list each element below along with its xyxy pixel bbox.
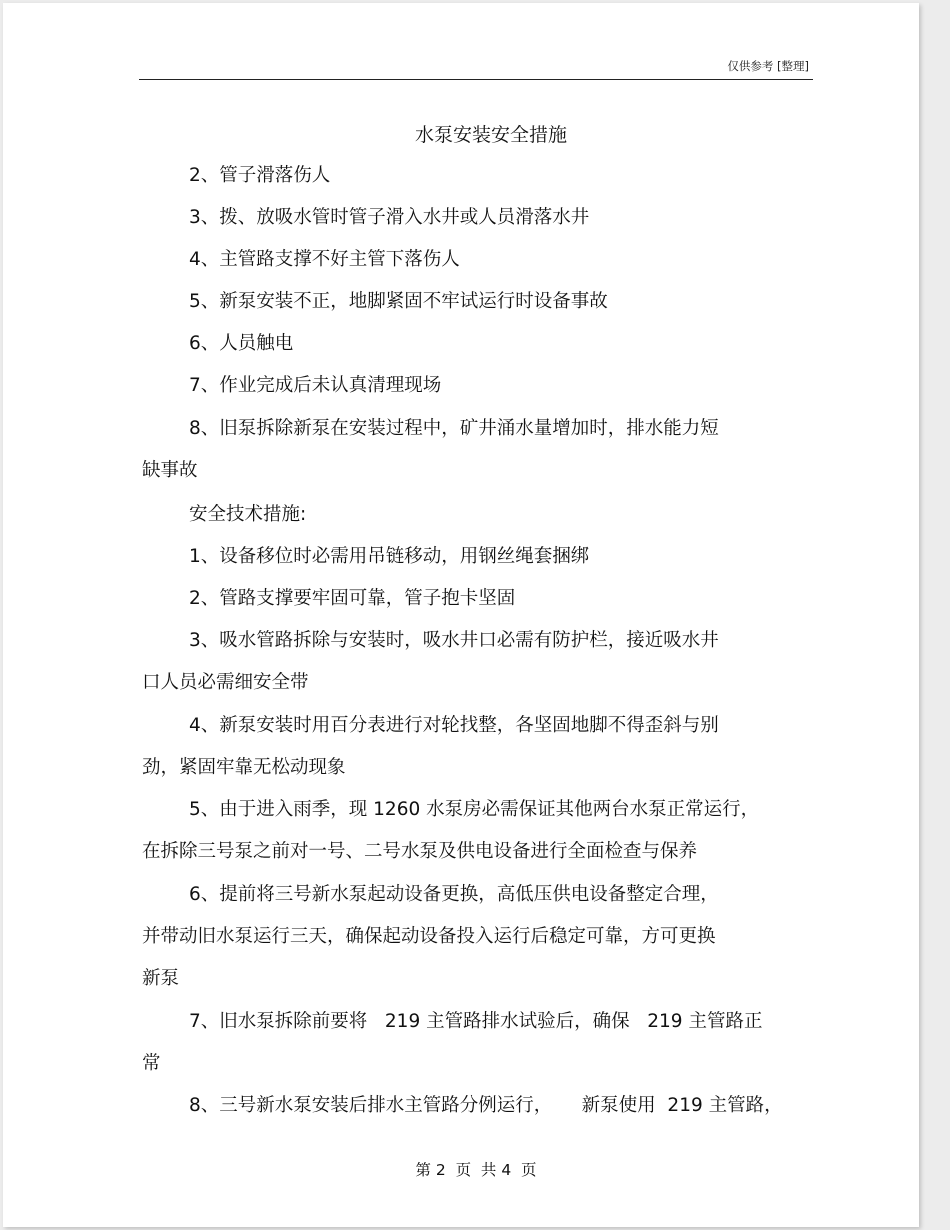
text-line: 3、拨、放吸水管时管子滑入水井或人员滑落水井 (189, 207, 590, 228)
text-line: 8、三号新水泵安装后排水主管路分例运行， 新泵使用 219 主管路， (189, 1095, 783, 1116)
text-line: 4、主管路支撑不好主管下落伤人 (189, 249, 460, 270)
text-line: 4、新泵安装时用百分表进行对轮找整，各坚固地脚不得歪斜与别 (189, 715, 719, 736)
text-line: 7、作业完成后未认真清理现场 (189, 375, 442, 396)
text-line: 缺事故 (142, 460, 198, 481)
header-rule (139, 79, 813, 80)
text-line: 新泵 (142, 968, 180, 989)
document-title: 水泵安装安全措施 (414, 124, 567, 146)
header-note (727, 58, 809, 74)
text-line: 8、旧泵拆除新泵在安装过程中，矿井涌水量增加时，排水能力短 (189, 418, 719, 439)
text-line: 2、管子滑落伤人 (189, 165, 331, 186)
header-label: 仅供参考 (727, 59, 774, 73)
page-footer: 第 2 页 共 4 页 (415, 1161, 537, 1179)
text-line: 常 (142, 1053, 161, 1074)
text-line: 3、吸水管路拆除与安装时，吸水井口必需有防护栏，接近吸水井 (189, 630, 719, 651)
text-line: 劲，紧固牢靠无松动现象 (142, 757, 346, 778)
text-line: 7、旧水泵拆除前要将 219 主管路排水试验后，确保 219 主管路正 (189, 1011, 763, 1032)
section-heading: 安全技术措施: (189, 504, 307, 525)
document-page (3, 3, 919, 1227)
text-line: 5、新泵安装不正，地脚紧固不牢试运行时设备事故 (189, 291, 608, 312)
text-line: 6、提前将三号新水泵起动设备更换，高低压供电设备整定合理， (189, 884, 719, 905)
text-line: 1、设备移位时必需用吊链移动，用钢丝绳套捆绑 (189, 546, 590, 567)
text-line: 2、管路支撑要牢固可靠，管子抱卡坚固 (189, 588, 516, 609)
text-line: 口人员必需细安全带 (142, 672, 309, 693)
text-line: 5、由于进入雨季，现 1260 水泵房必需保证其他两台水泵正常运行， (189, 799, 760, 820)
header-bracket: [整理] (777, 59, 809, 73)
text-line: 并带动旧水泵运行三天，确保起动设备投入运行后稳定可靠，方可更换 (142, 926, 716, 947)
text-line: 在拆除三号泵之前对一号、二号水泵及供电设备进行全面检查与保养 (142, 841, 698, 862)
text-line: 6、人员触电 (189, 333, 294, 354)
